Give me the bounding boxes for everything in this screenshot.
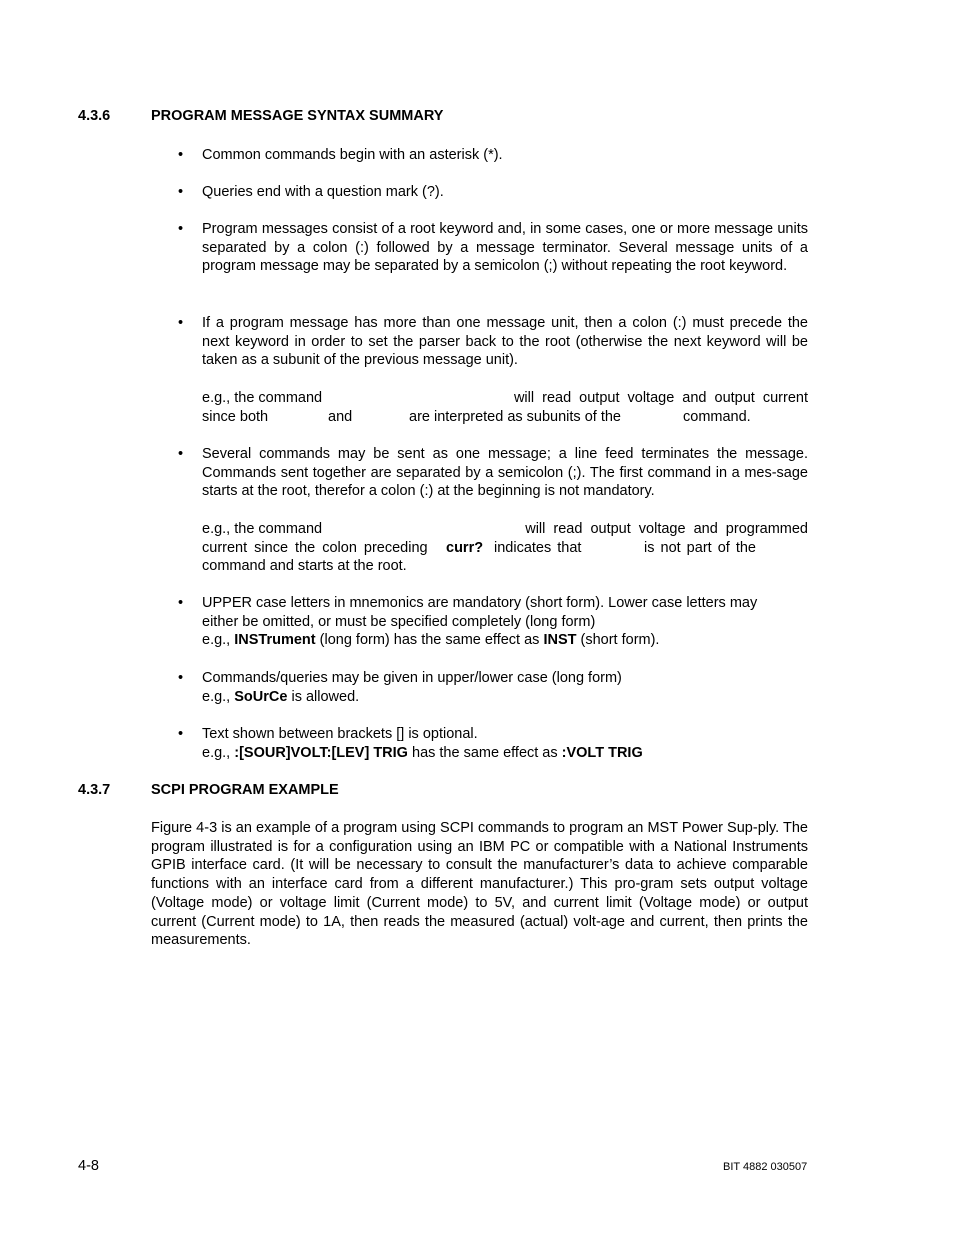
bullet-marker: • [178, 595, 184, 611]
example-text: will read output voltage and programmed [525, 521, 808, 537]
example-text: e.g., the command [202, 521, 323, 537]
example-text: e.g., the command [202, 390, 323, 406]
example-text: indicates that [494, 539, 582, 556]
example-prefix: e.g., [202, 688, 231, 705]
section-number: 4.3.6 [78, 108, 111, 124]
section-heading-4-3-6 [78, 108, 678, 128]
bullet-marker: • [178, 315, 184, 331]
bullet-marker: • [178, 147, 184, 163]
example-code: :VOLT TRIG [561, 744, 643, 761]
example-text: (short form). [580, 632, 660, 649]
example-text: will read output voltage and output current [513, 390, 808, 406]
example-text: command. [683, 408, 751, 425]
example-line [202, 744, 808, 763]
example-text: and [328, 408, 353, 425]
example-line [202, 631, 808, 650]
bullet-marker: • [178, 726, 184, 742]
example-code: INST [543, 632, 577, 649]
example-text: command and starts at the root. [202, 558, 407, 575]
list-item-text: Several commands may be sent as one message; a line feed terminates the message. Commands sent together are separated by a semicolon (;). The first command in a mes-sage starts at the root, therefor a colon (:) at the beginning is not mandatory. [202, 446, 808, 500]
list-item-text [202, 594, 808, 650]
example-text: is not part of the [644, 539, 756, 556]
bullet-marker: • [178, 221, 184, 237]
section-heading-4-3-7 [78, 782, 678, 802]
example-code: :[SOUR]VOLT:[LEV] TRIG [234, 744, 408, 761]
list-item-text: If a program message has more than one message unit, then a colon (:) must precede the next keyword in order to set the parser back to the root (otherwise the next keyword will be taken as a subunit of the previous message unit). [202, 315, 808, 369]
example-code: curr? [446, 539, 484, 556]
list-item-text: Queries end with a question mark (?). [202, 184, 444, 200]
text-line: UPPER case letters in mnemonics are mandatory (short form). Lower case letters may [202, 595, 758, 611]
example-text: has the same effect as [412, 744, 558, 761]
bullet-marker: • [178, 670, 184, 686]
bullet-marker: • [178, 184, 184, 200]
body-paragraph: Figure 4-3 is an example of a program using SCPI commands to program an MST Power Sup-ply. The program illustrated is for a configuration using an IBM PC or compatible with a National Instruments GPIB interface card. (It will be necessary to consult the manufacturer’s data to achieve comparable functions with an interface card from a different manufacturer.) This pro-gram sets output voltage (Voltage mode) or voltage limit (Current mode) to 5V, and current limit (Voltage mode) or output current (Current mode) to 1A, then reads the measured (actual) volt-age and current, then prints the measurements. [151, 820, 808, 949]
text-line: Commands/queries may be given in upper/lower case (long form) [202, 670, 622, 686]
section-title: SCPI PROGRAM EXAMPLE [151, 782, 339, 798]
list-item-text: Common commands begin with an asterisk (*). [202, 147, 503, 163]
bullet-marker: • [178, 446, 184, 462]
example-prefix: e.g., [202, 744, 231, 761]
example-text: (long form) has the same effect as [319, 632, 540, 649]
example-text: is allowed. [291, 688, 360, 705]
section-title: PROGRAM MESSAGE SYNTAX SUMMARY [151, 108, 444, 124]
text-line: either be omitted, or must be specified completely (long form) [202, 613, 596, 630]
text-line: Text shown between brackets [] is optional. [202, 726, 478, 742]
example-code: INSTrument [234, 632, 316, 649]
example-code: SoUrCe [234, 688, 288, 705]
list-item-text [202, 669, 808, 706]
example-line [202, 688, 808, 707]
example-text: since both [202, 408, 269, 425]
section-number: 4.3.7 [78, 782, 111, 798]
page-number: 4-8 [78, 1158, 99, 1174]
list-item-text: Program messages consist of a root keyword and, in some cases, one or more message units separated by a colon (:) followed by a message terminator. Several message units of a program message may be separated by a semicolon (;) without repeating the root keyword. [202, 221, 808, 275]
document-id: BIT 4882 030507 [723, 1161, 808, 1173]
list-item-text [202, 725, 808, 762]
example-text: current since the colon preceding [202, 539, 428, 556]
example-prefix: e.g., [202, 632, 231, 649]
example-text: are interpreted as subunits of the [409, 408, 621, 425]
